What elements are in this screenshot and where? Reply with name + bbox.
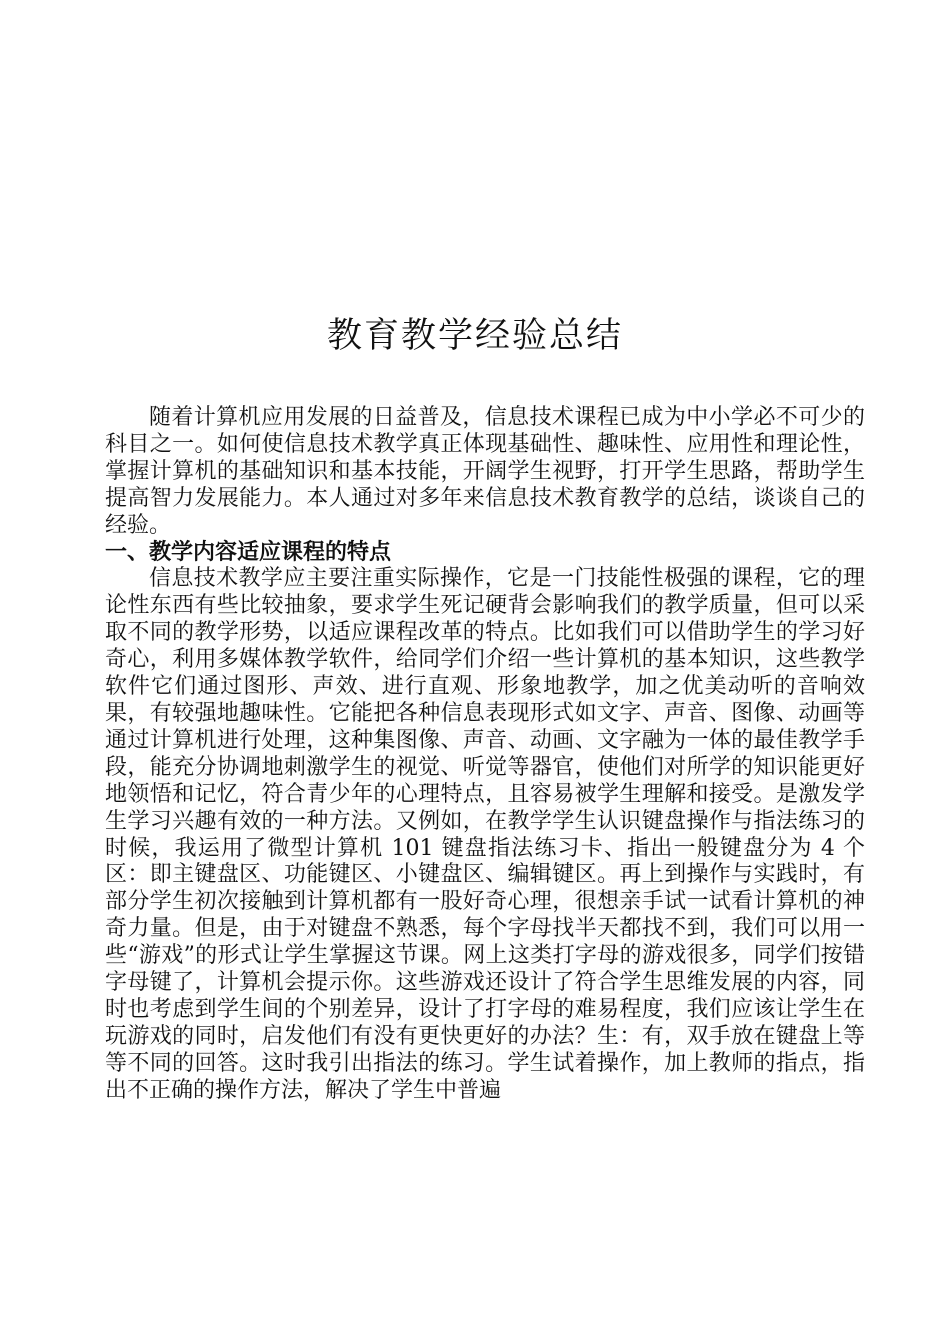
document-body bbox=[105, 405, 865, 1105]
intro-paragraph: 随着计算机应用发展的日益普及，信息技术课程已成为中小学必不可少的科目之一。如何使信息技术教学真正体现基础性、趣味性、应用性和理论性，掌握计算机的基础知识和基本技能，开阔学生视野，打开学生思路，帮助学生提高智力发展能力。本人通过对多年来信息技术教育教学的总结，谈谈自己的经验。 bbox=[105, 405, 865, 538]
document-title: 教育教学经验总结 bbox=[326, 316, 623, 356]
section-paragraph: 信息技术教学应主要注重实际操作，它是一门技能性极强的课程，它的理论性东西有些比较抽象，要求学生死记硬背会影响我们的教学质量，但可以采取不同的教学形势，以适应课程改革的特点。比如我们可以借助学生的学习好奇心，利用多媒体教学软件，给同学们介绍一些计算机的基本知识，这些教学软件它们通过图形、声效、进行直观、形象地教学，加之优美动听的音响效果，有较强地趣味性。它能把各种信息表现形式如文字、声音、图像、动画等通过计算机进行处理，这种集图像、声音、动画、文字融为一体的最佳教学手段，能充分协调地刺激学生的视觉、听觉等器官，使他们对所学的知识能更好地领悟和记忆，符合青少年的心理特点，且容易被学生理解和接受。是激发学生学习兴趣有效的一种方法。又例如，在教学学生认识键盘操作与指法练习的时候，我运用了微型计算机 101 键盘指法练习卡、指出一般键盘分为 4 个区：即主键盘区、功能键区、小键盘区、编辑键区。再上到操作与实践时，有部分学生初次接触到计算机都有一股好奇心理，很想亲手试一试看计算机的神奇力量。但是，由于对键盘不熟悉，每个字母找半天都找不到，我们可以用一些“游戏”的形式让学生掌握这节课。网上这类打字母的游戏很多，同学们按错字母键了，计算机会提示你。这些游戏还设计了符合学生思维发展的内容，同时也考虑到学生间的个别差异，设计了打字母的难易程度，我们应该让学生在玩游戏的同时，启发他们有没有更快更好的办法？生：有，双手放在键盘上等等不同的回答。这时我引出指法的练习。学生试着操作，加上教师的指点，指出不正确的操作方法，解决了学生中普遍 bbox=[105, 566, 865, 1103]
section-heading: 一、教学内容适应课程的特点 bbox=[105, 539, 392, 565]
